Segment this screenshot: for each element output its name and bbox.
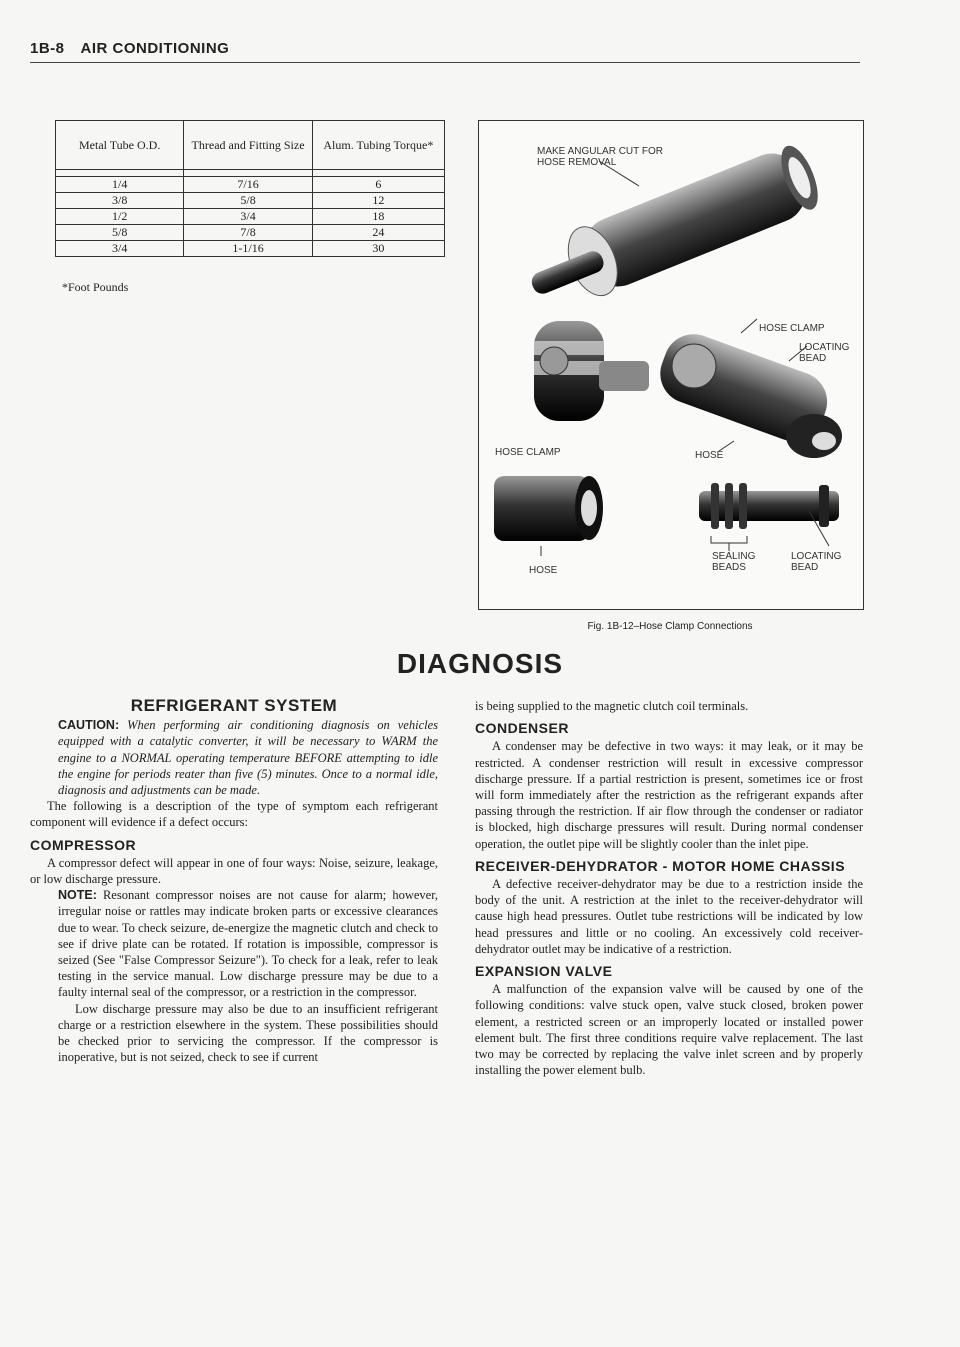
intro-paragraph: The following is a description of the type of symptom each refrigerant component will evidence if a defect occurs:: [30, 799, 438, 830]
note-label: NOTE:: [58, 888, 97, 903]
page-header: [30, 40, 860, 63]
table-row: [56, 225, 445, 241]
receiver-dehydrator-heading: RECEIVER-DEHYDRATOR - MOTOR HOME CHASSIS: [475, 857, 846, 874]
table-cell: 3/4: [184, 209, 312, 225]
caution-paragraph: [30, 717, 438, 798]
label-sealing-beads: SEALING BEADS: [712, 551, 756, 573]
table-cell: 30: [312, 241, 444, 257]
hose-clamp-left-drawing: [534, 321, 649, 421]
table-cell: 12: [312, 193, 444, 209]
left-column: [30, 698, 438, 1065]
table-cell: 7/16: [184, 177, 312, 193]
table-cell: 1/4: [56, 177, 184, 193]
table-cell: 18: [312, 209, 444, 225]
table-row: [56, 193, 445, 209]
table-row: [56, 177, 445, 193]
table-cell: 5/8: [56, 225, 184, 241]
hose-section-drawing: [494, 476, 603, 556]
table-cell: 1/2: [56, 209, 184, 225]
continuation-paragraph: is being supplied to the magnetic clutch coil terminals.: [475, 699, 749, 713]
expansion-valve-heading: EXPANSION VALVE: [475, 963, 613, 980]
table-cell: 5/8: [184, 193, 312, 209]
label-angular-cut: MAKE ANGULAR CUT FOR HOSE REMOVAL: [537, 146, 663, 168]
compressor-heading: COMPRESSOR: [30, 836, 137, 853]
caution-text: When performing air conditioning diagnosis on vehicles equipped with a catalytic converter, it will be necessary to WARM the engine to a NORMAL operating temperature BEFORE attempting to idle the engine for periods reater than five (5) minutes. Once to a normal idle, diagnosis and adjustments can be made.: [58, 718, 439, 798]
condenser-paragraph: A condenser may be defective in two ways: it may leak, or it may be restricted. A condenser restriction will result in excessive compressor discharge pressure. If a partial restriction is present, sometimes ice or frost will form immediately after the restriction as the refrigerant expands after passing through the restriction. If air flow through the condenser or radiator is blocked, high discharge pressures will result. During normal condenser operation, the outlet pipe will be slightly cooler than the inlet pipe.: [475, 739, 863, 851]
torque-table: [55, 120, 445, 257]
column-header: Metal Tube O.D.: [56, 121, 184, 170]
caution-label: CAUTION:: [58, 718, 120, 733]
column-header: Thread and Fitting Size: [184, 121, 312, 170]
label-hose-clamp-left: HOSE CLAMP: [495, 447, 561, 458]
receiver-dehydrator-paragraph: A defective receiver-dehydrator may be due to a restriction inside the body of the unit. A restriction at the inlet to the receiver-dehydrator will cause high head pressures. Outlet tube restrictions will be indicated by low head pressures and little or no cooling. An excessively cold receiver-dehydrator outlet may be indicative of a restriction.: [475, 877, 863, 956]
table-footnote: *Foot Pounds: [62, 280, 129, 294]
hose-clamp-illustration: [479, 121, 863, 609]
expansion-valve-paragraph: A malfunction of the expansion valve will be caused by one of the following conditions: valve stuck open, valve stuck closed, broken power element, a restricted screen or an improperly located or installed power element bult. The first three conditions require valve replacement. The last two may be corrected by replacing the valve inlet screen and by properly installing the power element bulb.: [475, 982, 863, 1078]
table-cell: 6: [312, 177, 444, 193]
page-number: 1B-8: [30, 40, 65, 57]
label-hose-mid: HOSE: [695, 450, 724, 461]
table-cell: 7/8: [184, 225, 312, 241]
table-cell: 3/4: [56, 241, 184, 257]
label-hose-clamp-right: HOSE CLAMP: [759, 323, 825, 334]
condenser-heading: CONDENSER: [475, 720, 569, 737]
label-hose-bottom: HOSE: [529, 565, 558, 576]
label-locating-bead-bottom: LOCATING BEAD: [791, 551, 842, 573]
column-header: Alum. Tubing Torque*: [312, 121, 444, 170]
note-paragraph: [30, 887, 438, 1000]
figure-caption: Fig. 1B-12–Hose Clamp Connections: [587, 621, 753, 632]
compressor-paragraph: A compressor defect will appear in one of four ways: Noise, seizure, leakage, or low discharge pressure.: [30, 855, 438, 887]
refrigerant-system-heading: REFRIGERANT SYSTEM: [130, 696, 338, 715]
low-pressure-paragraph: Low discharge pressure may also be due to an insufficient refrigerant charge or a restriction elsewhere in the system. These possibilities should be checked prior to servicing the compressor. If the compressor is inoperative, but is not seized, check to see if current: [58, 1001, 438, 1065]
hose-clamp-figure: [478, 120, 864, 610]
chapter-title: AIR CONDITIONING: [80, 40, 230, 57]
table-header-row: [56, 121, 445, 170]
table-row: [56, 241, 445, 257]
note-text: Resonant compressor noises are not cause for alarm; however, irregular noise or rattles may indicate broken parts or excessive clearances due to wear. To check seizure, de-energize the magnetic clutch and check to see if drive plate can be rotated. If rotation is impossible, compressor is seized (See "False Compressor Seizure"). To check for a leak, refer to leak testing in the service manual. Low discharge pressure may be due to a faulty internal seal of the compressor, or a restriction in the compressor.: [58, 888, 438, 1000]
tube-beads-drawing: [699, 483, 839, 551]
hose-clamp-right-drawing: [652, 319, 842, 458]
table-row: [56, 209, 445, 225]
table-cell: 1-1/16: [184, 241, 312, 257]
section-title: DIAGNOSIS: [396, 648, 564, 679]
table-cell: 24: [312, 225, 444, 241]
label-locating-bead-top: LOCATING BEAD: [799, 342, 850, 364]
right-column: [475, 698, 863, 1078]
table-cell: 3/8: [56, 193, 184, 209]
